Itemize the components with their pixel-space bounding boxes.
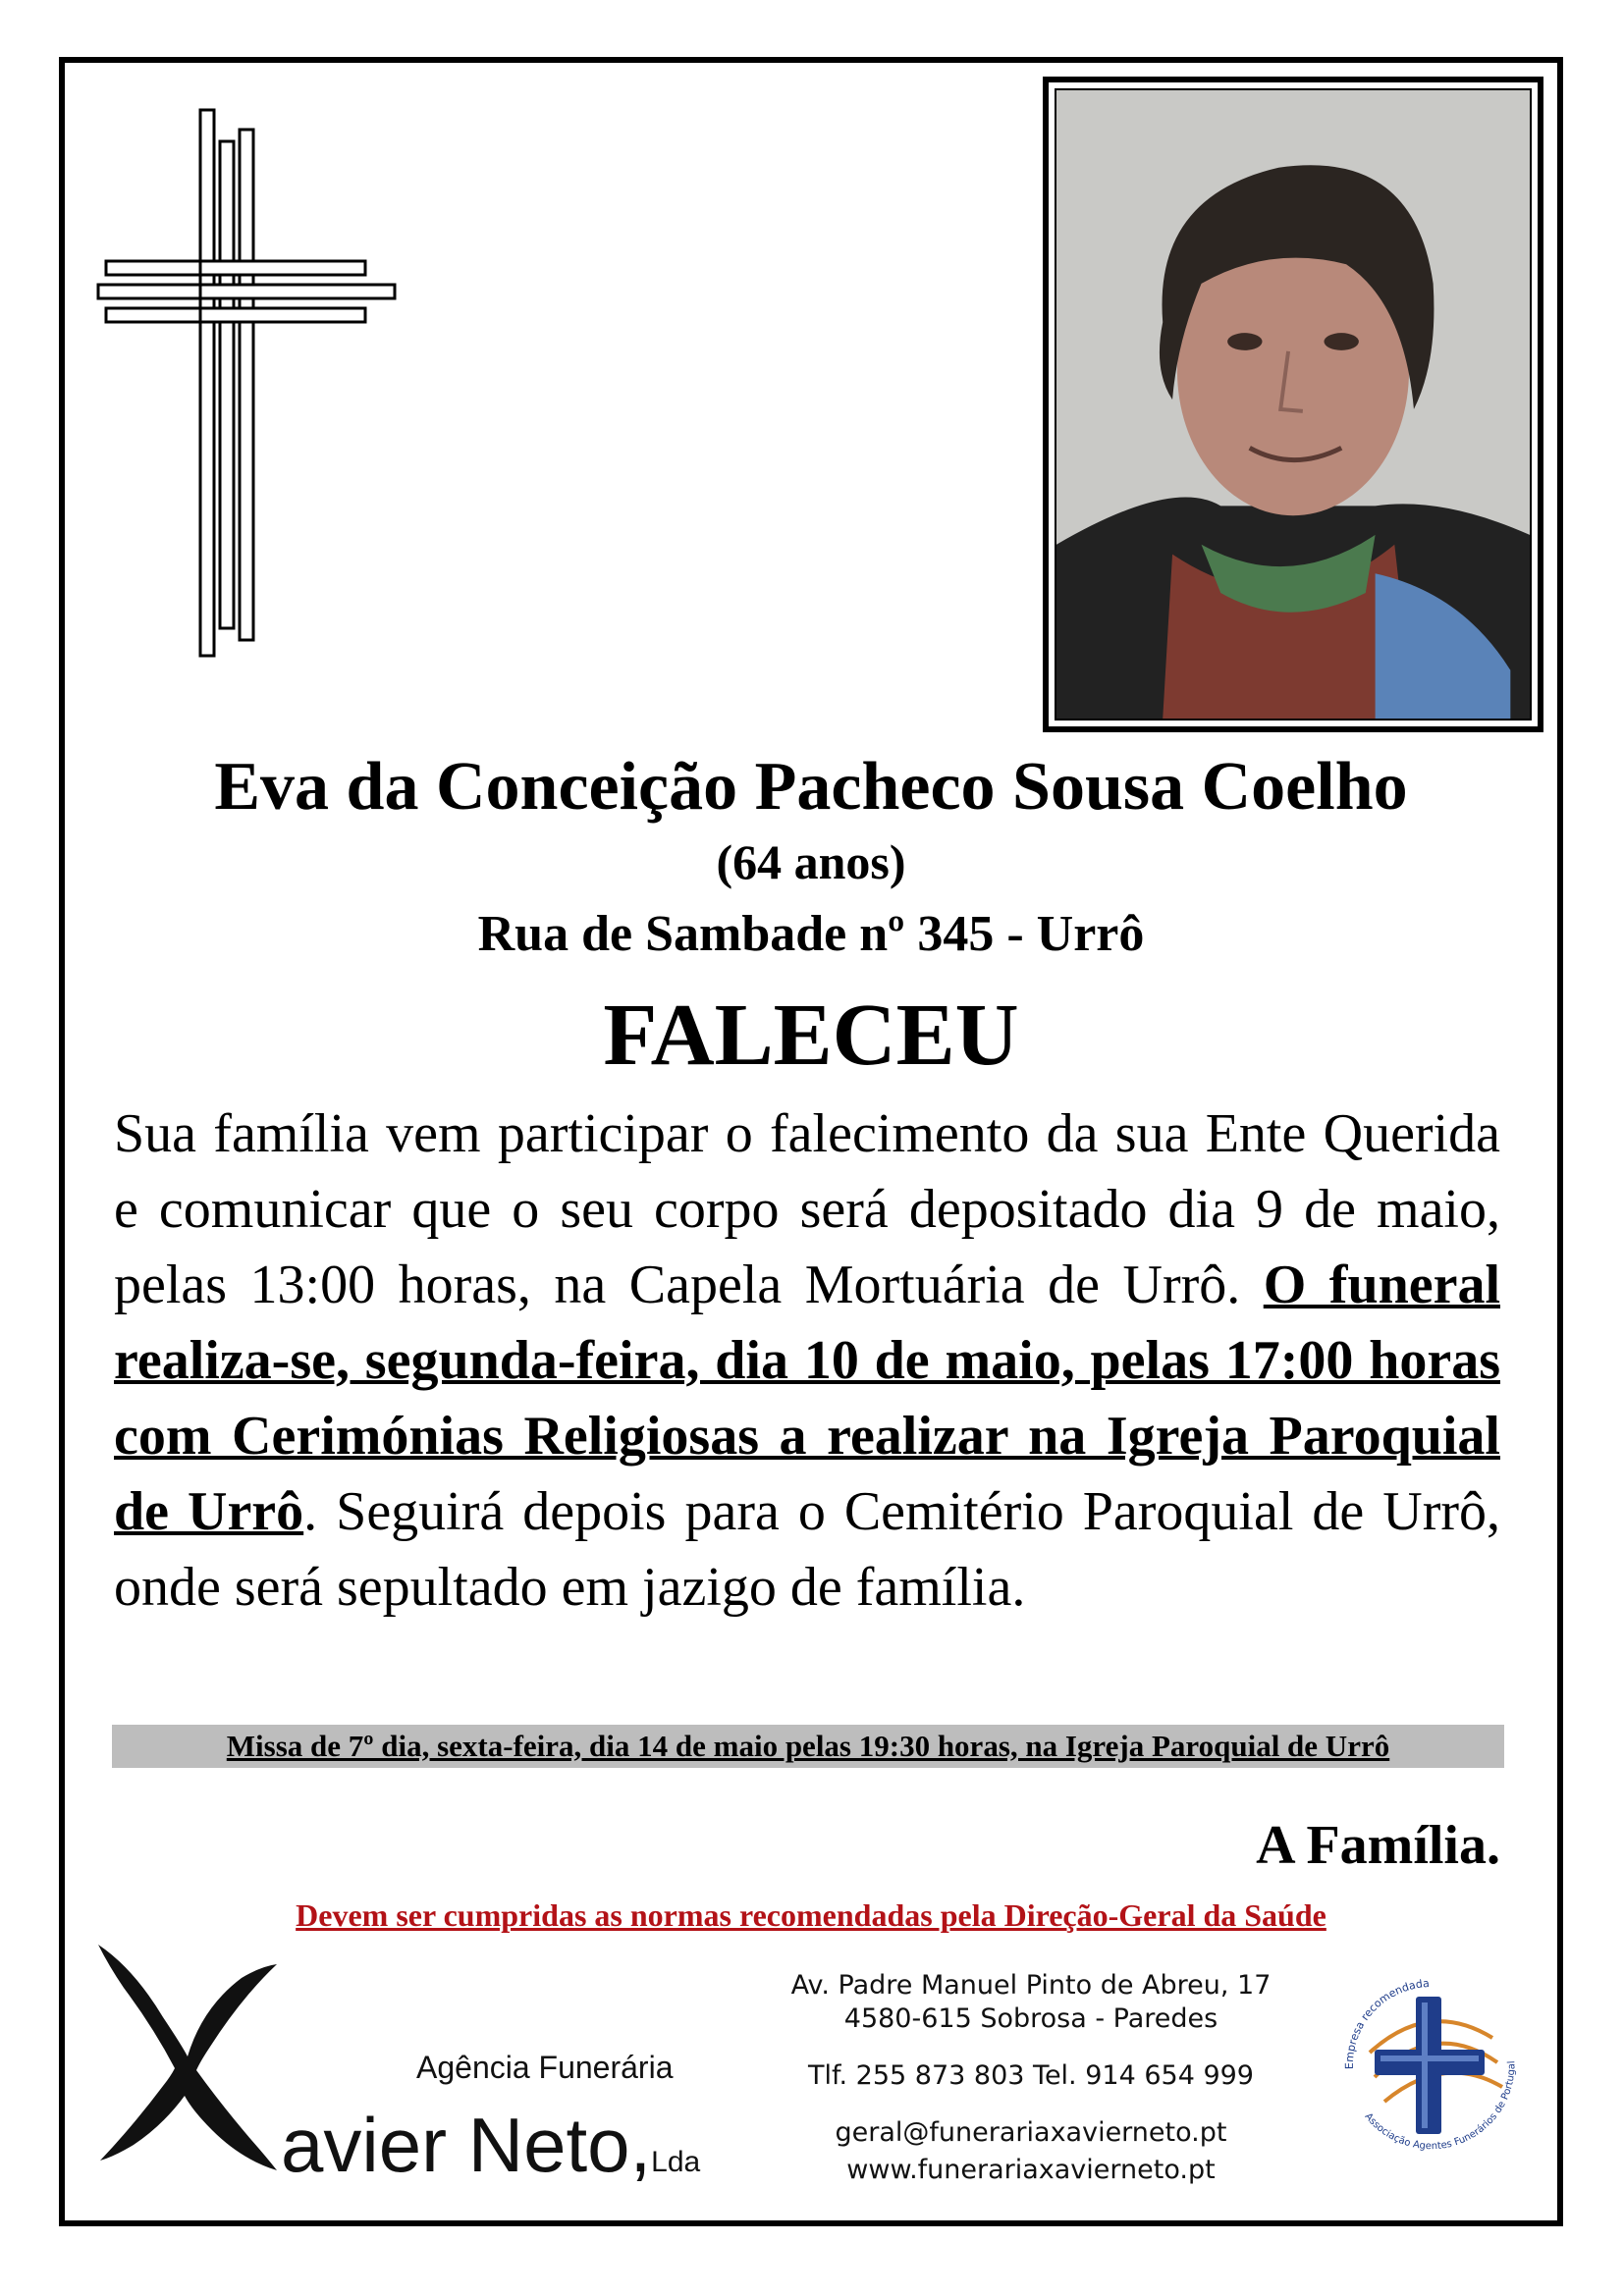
portrait-photo <box>1055 88 1532 721</box>
portrait-frame <box>1043 77 1543 732</box>
deceased-address: Rua de Sambade nº 345 - Urrô <box>477 906 1145 962</box>
deceased-age: (64 anos) <box>716 834 906 889</box>
agency-name-text: avier Neto, <box>281 2102 652 2188</box>
agency-address-line1: Av. Padre Manuel Pinto de Abreu, 17 <box>790 1970 1272 2001</box>
agency-tagline: Agência Funerária <box>416 2050 674 2085</box>
signature: A Família. <box>1256 1815 1500 1876</box>
agency-phones: Tlf. 255 873 803 Tel. 914 654 999 <box>807 2060 1254 2091</box>
agency-logo-icon <box>94 1939 281 2174</box>
missa-notice: Missa de 7º dia, sexta-feira, dia 14 de maio pelas 19:30 horas, na Igreja Paroquial de Urrô <box>112 1725 1504 1768</box>
funeral-details: O funeral realiza-se, segunda-feira, dia 10 de maio, pelas 17:00 horas com Cerimónias Religiosas a realizar na Igreja Paroquial de Urrô <box>114 1255 1500 1542</box>
agency-name <box>281 2101 700 2207</box>
agency-suffix: Lda <box>651 2146 701 2178</box>
agency-email[interactable]: geral@funerariaxavierneto.pt <box>835 2117 1227 2148</box>
notice-body <box>114 1096 1500 1626</box>
agency-website[interactable]: www.funerariaxavierneto.pt <box>846 2155 1216 2185</box>
association-emblem-icon <box>1326 1959 1532 2165</box>
agency-address-line2: 4580-615 Sobrosa - Paredes <box>843 2003 1218 2034</box>
association-bottom-text: Associação Agentes Funerários de Portugal <box>1362 2060 1518 2153</box>
cross-icon <box>96 106 397 662</box>
health-notice: Devem ser cumpridas as normas recomendadas pela Direção-Geral da Saúde <box>296 1897 1326 1933</box>
body-intro: Sua família vem participar o falecimento da sua Ente Querida e comunicar que o seu corpo será depositado dia 9 de maio, pelas 13:00 horas, na Capela Mortuária de Urrô. <box>114 1103 1500 1315</box>
deceased-name: Eva da Conceição Pacheco Sousa Coelho <box>214 749 1408 825</box>
headline: FALECEU <box>603 987 1019 1084</box>
body-closing: . Seguirá depois para o Cemitério Paroquial de Urrô, onde será sepultado em jazigo de família. <box>114 1481 1501 1618</box>
association-top-text: Empresa recomendada <box>1342 1976 1431 2070</box>
